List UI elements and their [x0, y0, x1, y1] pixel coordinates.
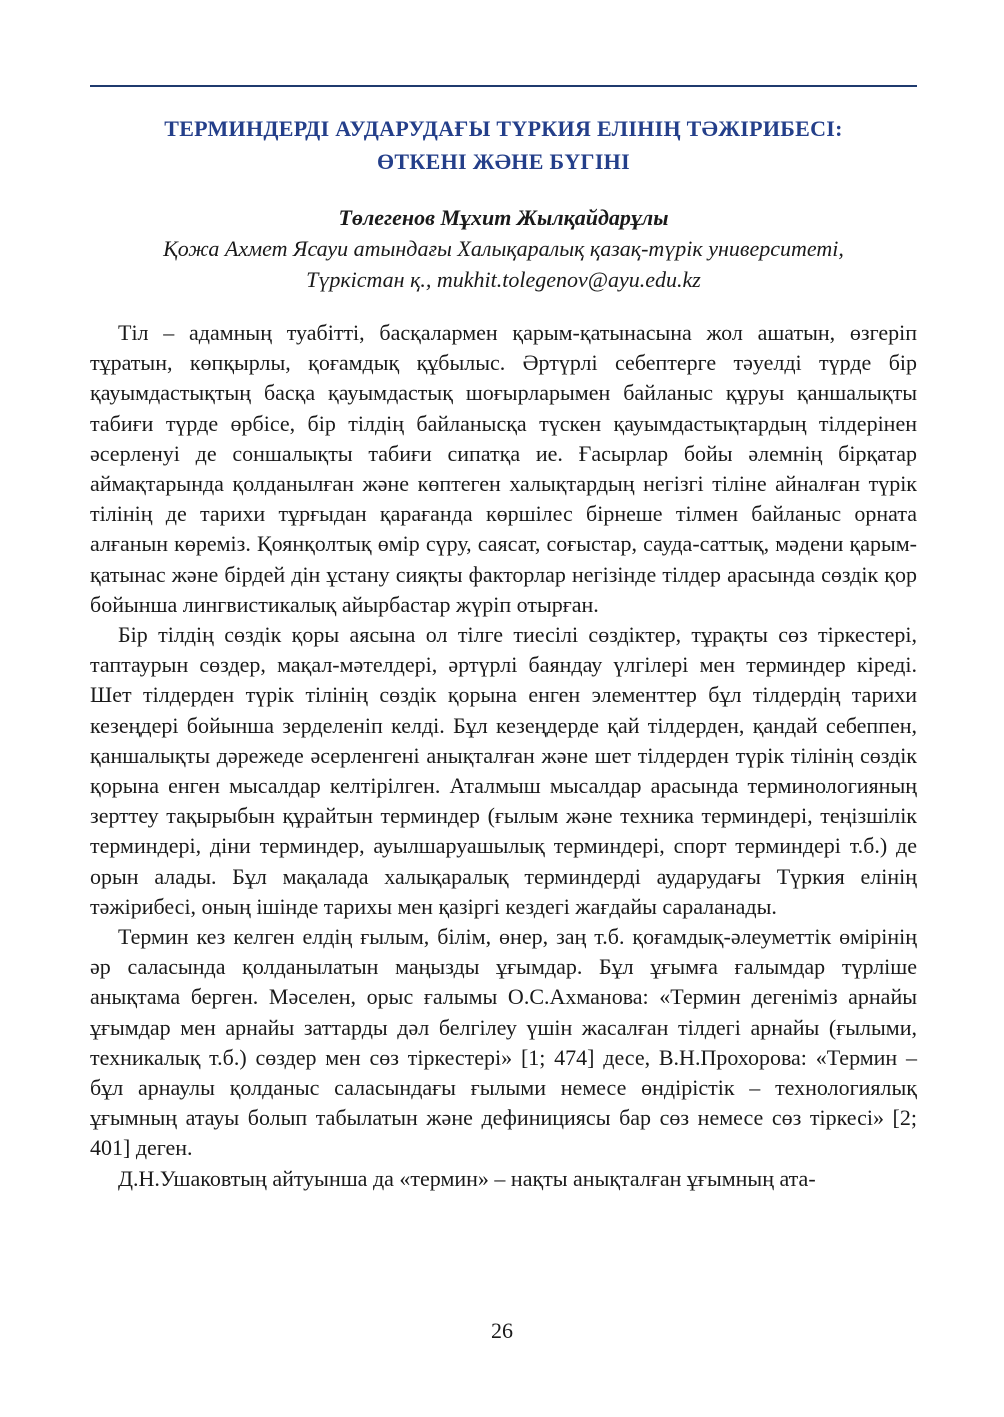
- title-line-1: ТЕРМИНДЕРДІ АУДАРУДАҒЫ ТҮРКИЯ ЕЛІНІҢ ТӘЖІРИБЕСІ:: [164, 116, 843, 141]
- author-affiliation: Қожа Ахмет Ясауи атындағы Халықаралық қазақ-түрік университеті,: [163, 236, 844, 261]
- author-name: Төлегенов Мұхит Жылқайдарұлы: [338, 205, 669, 230]
- title-line-2: ӨТКЕНІ ЖӘНЕ БҮГІНІ: [377, 149, 630, 174]
- author-block: [90, 202, 917, 295]
- article-body: [90, 318, 917, 1194]
- paragraph: Тіл – адамның туабітті, басқалармен қарым-қатынасына жол ашатын, өзгеріп тұратын, көпқырлы, қоғамдық құбылыс. Әртүрлі себептерге тәуелді түрде бір қауымдастықтың басқа қауымдастық шоғырларымен байланыс құруы қаншалықты табиғи түрде өрбісе, бір тілдің байланысқа түскен қауымдастықтардың тілдерінен әсерленуі де соншалықты табиғи сипатқа ие. Ғасырлар бойы әлемнің бірқатар аймақтарында қолданылған және көптеген халықтардың негізгі тіліне айналған түрік тілінің де тарихи тұрғыдан қарағанда көршілес бірнеше тілмен байланыс орната алғанын көреміз. Қоянқолтық өмір сүру, саясат, соғыстар, сауда-саттық, мәдени қарым-қатынас және бірдей дін ұстану сияқты факторлар негізінде тілдер арасында сөздік қор бойынша лингвистикалық айырбастар жүріп отырған.: [90, 320, 917, 617]
- page-number: 26: [491, 1318, 513, 1343]
- paragraph: Термин кез келген елдің ғылым, білім, өнер, заң т.б. қоғамдық-әлеуметтік өмірінің әр саласында қолданылатын маңызды ұғымдар. Бұл ұғымға ғалымдар түрліше анықтама берген. Мәселен, орыс ғалымы О.С.Ахманова: «Термин дегеніміз арнайы ұғымдар мен арнайы заттарды дәл белгілеу үшін жасалған тілдегі арнайы (ғылыми, техникалық т.б.) сөздер мен сөз тіркестері» [1; 474] десе, В.Н.Прохорова: «Термин – бұл арнаулы қолданыс саласындағы ғылыми немесе өндірістік – технологиялық ұғымның атауы болып табылатын және дефинициясы бар сөз немесе сөз тіркесі» [2; 401] деген.: [90, 924, 917, 1161]
- header-rule: [90, 85, 917, 87]
- author-location-email: Түркістан қ., mukhit.tolegenov@ayu.edu.kz: [306, 267, 701, 292]
- paragraph: Бір тілдің сөздік қоры аясына ол тілге тиесілі сөздіктер, тұрақты сөз тіркестері, таптаурын сөздер, мақал-мәтелдері, әртүрлі баяндау үлгілері мен терминдер кіреді. Шет тілдерден түрік тілінің сөздік қорына енген элементтер бұл тілдердің тарихи кезеңдері бойынша зерделеніп келді. Бұл кезеңдерде қай тілдерден, қандай себеппен, қаншалықты дәрежеде әсерленгені анықталған және шет тілдерден түрік тілінің сөздік қорына енген мысалдар келтірілген. Аталмыш мысалдар арасында терминологияның зерттеу тақырыбын құрайтын терминдер (ғылым және техника терминдері, теңізшілік терминдері, діни терминдер, ауылшаруашылық терминдері, спорт терминдері т.б.) де орын алады. Бұл мақалада халықаралық терминдерді аударудағы Түркия елінің тәжірибесі, оның ішінде тарихы мен қазіргі кездегі жағдайы сараланады.: [90, 622, 917, 919]
- paragraph: Д.Н.Ушаковтың айтуынша да «термин» – нақты анықталған ұғымның ата-: [118, 1165, 816, 1191]
- article-title: [90, 112, 917, 178]
